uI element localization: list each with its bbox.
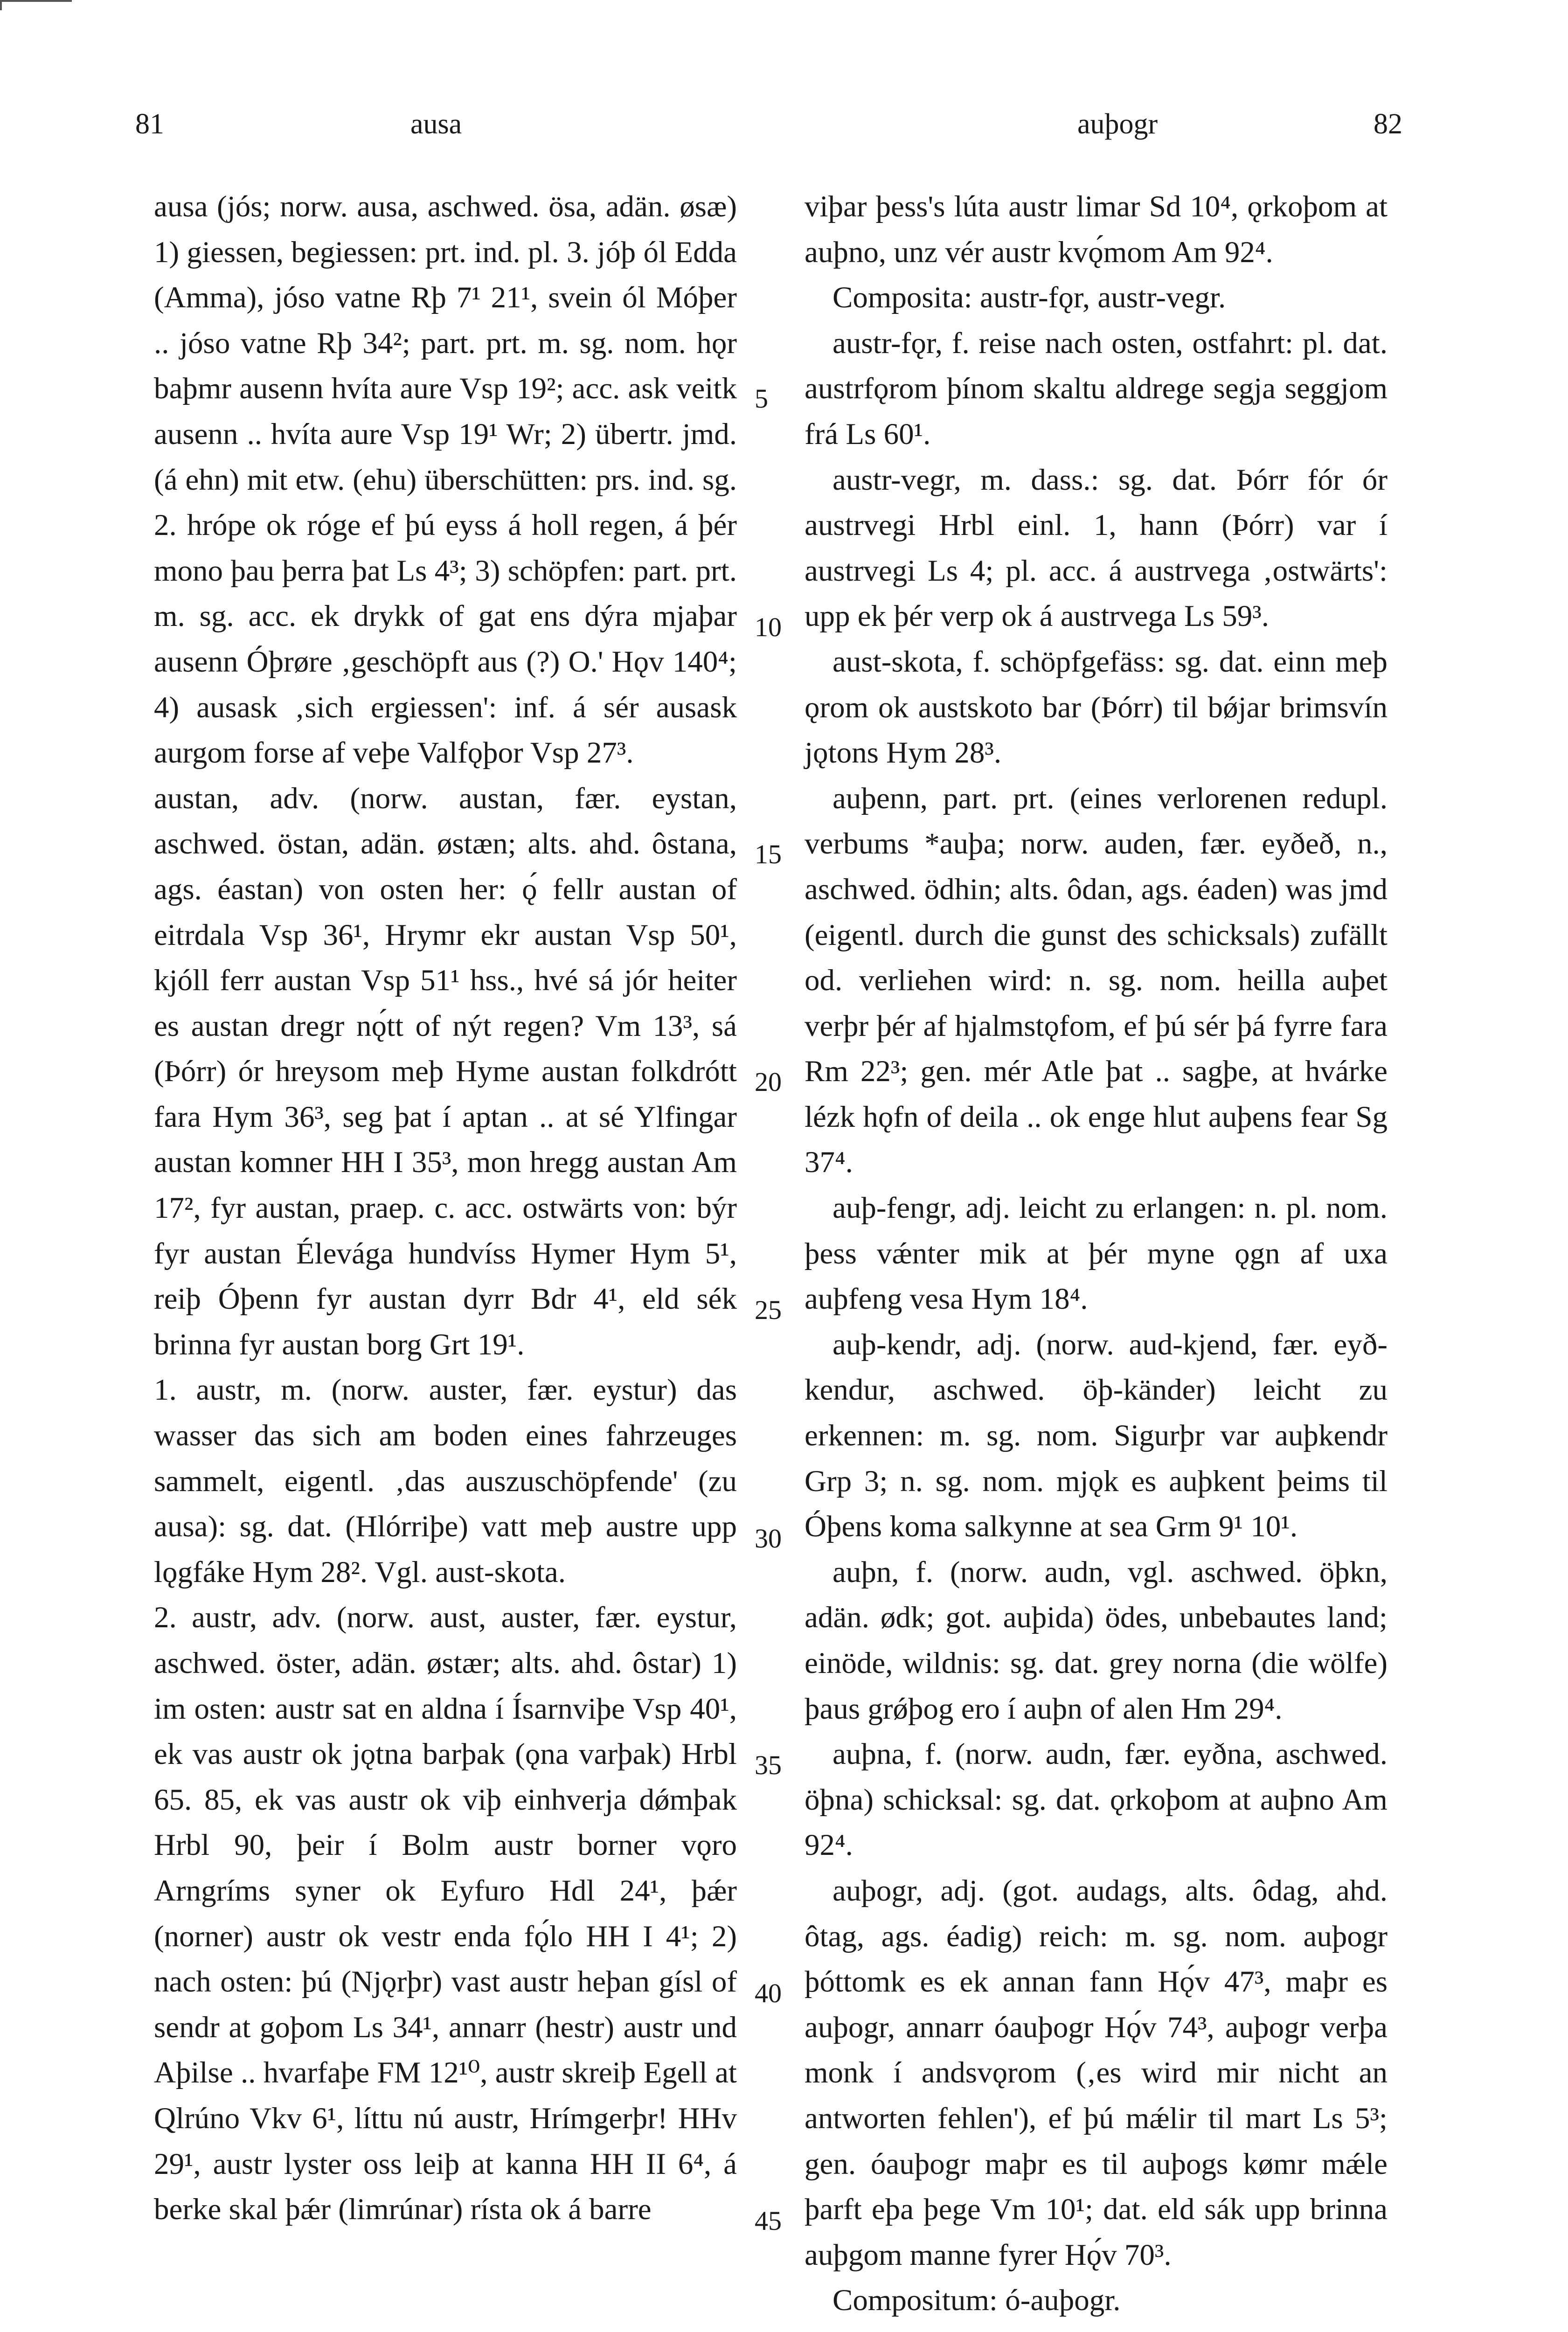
entry-authenn: auþenn, part. prt. (eines verlorenen redupl. verbums *auþa; norw. auden, fær. eyðeð, n., aschwed. ödhin; alts. ôdan, ags. éaden) was jmd (eigentl. durch die gunst des schicksals) zufällt od. verliehen wird: n. sg. nom. heilla auþet verþr þér af hjalmstǫfom, ef þú sér þá fyrre fara Rm 22³; gen. mér Atle þat .. sagþe, at hvárke lézk hǫfn of deila .. ok enge hlut auþens fear Sg 37⁴. (805, 781, 1388, 1180)
page-corner-mark (0, 0, 72, 10)
entry-authna: auþna, f. (norw. audn, fær. eyðna, aschwed. öþna) schicksal: sg. dat. ǫrkoþom at auþno Am 92⁴. (805, 1737, 1388, 1862)
composita-line: Composita: austr-fǫr, austr-vegr. (833, 281, 1226, 315)
line-number: 10 (755, 612, 782, 642)
entry-austr-1: 1. austr, m. (norw. auster, fær. eystur) das wasser das sich am boden eines fahrzeuges sammelt, eigentl. ‚das auszuschöpfende' (zu ausa): sg. dat. (Hlórriþe) vatt meþ austre upp lǫgfáke Hym 28². Vgl. aust-skota. (154, 1373, 737, 1589)
line-number: 25 (755, 1295, 782, 1325)
entry-austr-for: austr-fǫr, f. reise nach osten, ostfahrt: pl. dat. austrfǫrom þínom skaltu aldrege segja seggjom frá Ls 60¹. (805, 326, 1388, 451)
line-number: 30 (755, 1523, 782, 1554)
running-head-left: ausa (410, 108, 462, 140)
line-number: 40 (755, 1978, 782, 2008)
entry-austr-2-continued: viþar þess's lúta austr limar Sd 10⁴, ǫrkoþom at auþno, unz vér austr kvǫ́mom Am 92⁴. (805, 190, 1388, 269)
entry-austan: austan, adv. (norw. austan, fær. eystan, aschwed. östan, adän. østæn; alts. ahd. ôstana, ags. éastan) von osten her: ǫ́ fellr austan of eitrdala Vsp 36¹, Hrymr ekr austan Vsp 50¹, kjóll ferr austan Vsp 51¹ hss., hvé sá jór heiter es austan dregr nǫ́tt of nýt regen? Vm 13³, sá (Þórr) ór hreysom meþ Hyme austan folkdrótt fara Hym 36³, seg þat í aptan .. at sé Ylfingar austan komner HH I 35³, mon hregg austan Am 17², fyr austan, praep. c. acc. ostwärts von: býr fyr austan Élevága hundvíss Hymer Hym 5¹, reiþ Óþenn fyr austan dyrr Bdr 4¹, eld sék brinna fyr austan borg Grt 19¹. (154, 781, 737, 1361)
left-column (154, 184, 737, 2233)
entry-auth-fengr: auþ-fengr, adj. leicht zu erlangen: n. pl. nom. þess vǽnter mik at þér myne ǫgn af uxa auþfeng vesa Hym 18⁴. (805, 1191, 1388, 1316)
running-head-right: auþogr (1077, 108, 1158, 140)
entry-authogr: auþogr, adj. (got. audags, alts. ôdag, ahd. ôtag, ags. éadig) reich: m. sg. nom. auþogr þóttomk es ek annan fann Hǫ́v 47³, maþr es auþogr, annarr óauþogr Hǫ́v 74³, auþogr verþa monk í andsvǫrom (‚es wird mir nicht an antworten fehlen'), ef þú mǽlir til mart Ls 5³; gen. óauþogr maþr es til auþogs kømr mǽle þarft eþa þege Vm 10¹; dat. eld sák upp brinna auþgom manne fyrer Hǫ́v 70³. (805, 1874, 1388, 2272)
entry-auth-kendr: auþ-kendr, adj. (norw. aud-kjend, fær. eyð-kendur, aschwed. öþ-känder) leicht zu erkennen: m. sg. nom. Sigurþr var auþkendr Grp 3; n. sg. nom. mjǫk es auþkent þeims til Óþens koma salkynne at sea Grm 9¹ 10¹. (805, 1327, 1388, 1544)
line-number: 35 (755, 1750, 782, 1780)
entry-aust-skota: aust-skota, f. schöpfgefäss: sg. dat. einn meþ ǫrom ok austskoto bar (Þórr) til bǿjar brimsvín jǫtons Hym 28³. (805, 645, 1388, 770)
page-number-right: 82 (1374, 108, 1402, 140)
entry-ausa: ausa (jós; norw. ausa, aschwed. ösa, adän. øsæ) 1) giessen, begiessen: prt. ind. pl. 3. jóþ ól Edda (Amma), jóso vatne Rþ 7¹ 21¹, svein ól Móþer .. jóso vatne Rþ 34²; part. prt. m. sg. nom. hǫr baþmr ausenn hvíta aure Vsp 19²; acc. ask veitk ausenn .. hvíta aure Vsp 19¹ Wr; 2) übertr. jmd. (á ehn) mit etw. (ehu) überschütten: prs. ind. sg. 2. hrópe ok róge ef þú eyss á holl regen, á þér mono þau þerra þat Ls 4³; 3) schöpfen: part. prt. m. sg. acc. ek drykk of gat ens dýra mjaþar ausenn Óþrøre ‚geschöpft aus (?) O.' Hǫv 140⁴; 4) ausask ‚sich ergiessen': inf. á sér ausask aurgom forse af veþe Valfǫþor Vsp 27³. (154, 190, 737, 770)
entry-austr-vegr: austr-vegr, m. dass.: sg. dat. Þórr fór ór austrvegi Hrbl einl. 1, hann (Þórr) var í austrvegi Ls 4; pl. acc. á austrvega ‚ostwärts': upp ek þér verp ok á austrvega Ls 59³. (805, 463, 1388, 633)
line-number: 45 (755, 2206, 782, 2236)
right-column (805, 184, 1388, 2324)
entry-authn: auþn, f. (norw. audn, vgl. aschwed. öþkn, adän. ødk; got. auþida) ödes, unbebautes land; einöde, wildnis: sg. dat. grey norna (die wölfe) þaus grǿþog ero í auþn of alen Hm 29⁴. (805, 1555, 1388, 1726)
page-number-left: 81 (135, 108, 164, 140)
entry-austr-2: 2. austr, adv. (norw. aust, auster, fær. eystur, aschwed. öster, adän. østær; alts. ahd. ôstar) 1) im osten: austr sat en aldna í Ísarnviþe Vsp 40¹, ek vas austr ok jǫtna barþak (ǫna varþak) Hrbl 65. 85, ek vas austr ok viþ einhverja dǿmþak Hrbl 90, þeir í Bolm austr borner vǫro Arngríms syner ok Eyfuro Hdl 24¹, þǽr (norner) austr ok vestr enda fǫ́lo HH I 4¹; 2) nach osten: þú (Njǫrþr) vast austr heþan gísl of sendr at goþom Ls 34¹, annarr (hestr) austr und Aþilse .. hvarfaþe FM 12¹⁰, austr skreiþ Egell at Qlrúno Vkv 6¹, líttu nú austr, Hrímgerþr! HHv 29¹, austr lyster oss leiþ at kanna HH II 6⁴, á berke skal þǽr (limrúnar) rísta ok á barre (154, 1601, 737, 2227)
compositum-line: Compositum: ó-auþogr. (833, 2283, 1121, 2318)
line-number: 5 (755, 383, 768, 414)
line-number: 15 (755, 839, 782, 869)
line-number: 20 (755, 1067, 782, 1097)
